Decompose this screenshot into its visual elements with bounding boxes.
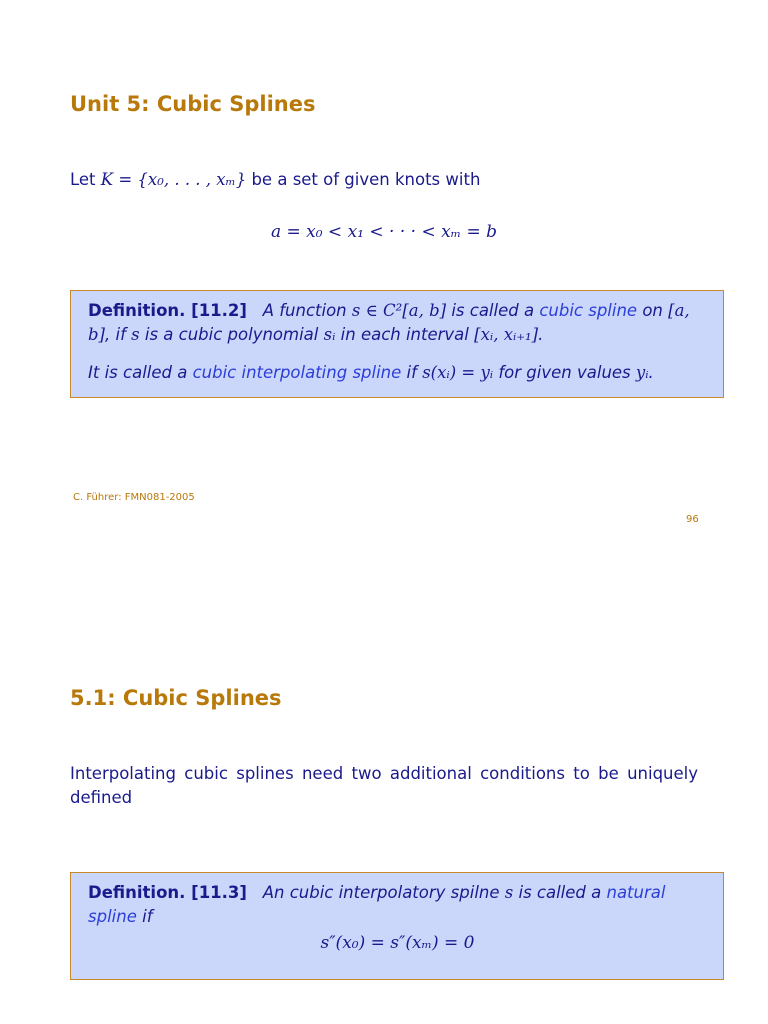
definition-text: is called a [446, 301, 540, 320]
definition-math: s ∈ C²[a, b] [351, 301, 447, 320]
definition-label: Definition. [11.2] [88, 301, 247, 320]
definition-text: A function [262, 301, 352, 320]
definition-text: . [538, 325, 544, 344]
definition-text: is a cubic polynomial [139, 325, 324, 344]
definition-text: in each interval [335, 325, 475, 344]
definition-text: , if [105, 325, 132, 344]
definition-math: [xᵢ, xᵢ₊₁] [474, 325, 539, 344]
natural-spline-equation: s″(x₀) = s″(xₘ) = 0 [320, 933, 475, 953]
definition-box-11-3 [70, 872, 724, 980]
definition-text: on [637, 301, 669, 320]
slide-title: Unit 5: Cubic Splines [70, 92, 316, 116]
intro-prefix: Let [70, 170, 101, 189]
definition-math: s [504, 883, 514, 902]
definition-term-natural-spline: natural spline [88, 883, 666, 926]
definition-math: s [131, 325, 140, 344]
slide-5-1 [0, 590, 768, 1024]
definition-math: [a, b] [88, 301, 690, 344]
definition-text: for given values [493, 363, 636, 382]
definition-paragraph [88, 881, 707, 929]
definition-paragraph-2 [88, 361, 707, 385]
definition-term-cubic-spline: cubic spline [539, 301, 638, 320]
knot-ordering-equation: a = x₀ < x₁ < · · · < xₘ = b [270, 222, 498, 242]
definition-text: . [648, 363, 654, 382]
slide-title: 5.1: Cubic Splines [70, 686, 282, 710]
definition-term-cubic-interpolating-spline: cubic interpolating spline [192, 363, 402, 382]
page-number: 96 [686, 514, 699, 525]
intro-math-knot-set: K = {x₀, . . . , xₘ} [100, 170, 247, 189]
definition-math: s(xᵢ) = yᵢ [422, 363, 494, 382]
definition-text: if [401, 363, 423, 382]
definition-label: Definition. [11.3] [88, 883, 247, 902]
definition-text: is called a [513, 883, 607, 902]
definition-text: An cubic interpolatory spilne [262, 883, 505, 902]
intro-suffix: be a set of given knots with [246, 170, 481, 189]
definition-paragraph [88, 299, 707, 347]
definition-box-11-2 [70, 290, 724, 398]
intro-paragraph [70, 168, 698, 192]
definition-text: It is called a [88, 363, 193, 382]
footer-author: C. Führer: FMN081-2005 [73, 492, 195, 503]
definition-text: if [136, 907, 153, 926]
body-paragraph: Interpolating cubic splines need two additional conditions to be uniquely defined [70, 764, 698, 807]
definition-math: sᵢ [323, 325, 336, 344]
definition-math: yᵢ [635, 363, 649, 382]
